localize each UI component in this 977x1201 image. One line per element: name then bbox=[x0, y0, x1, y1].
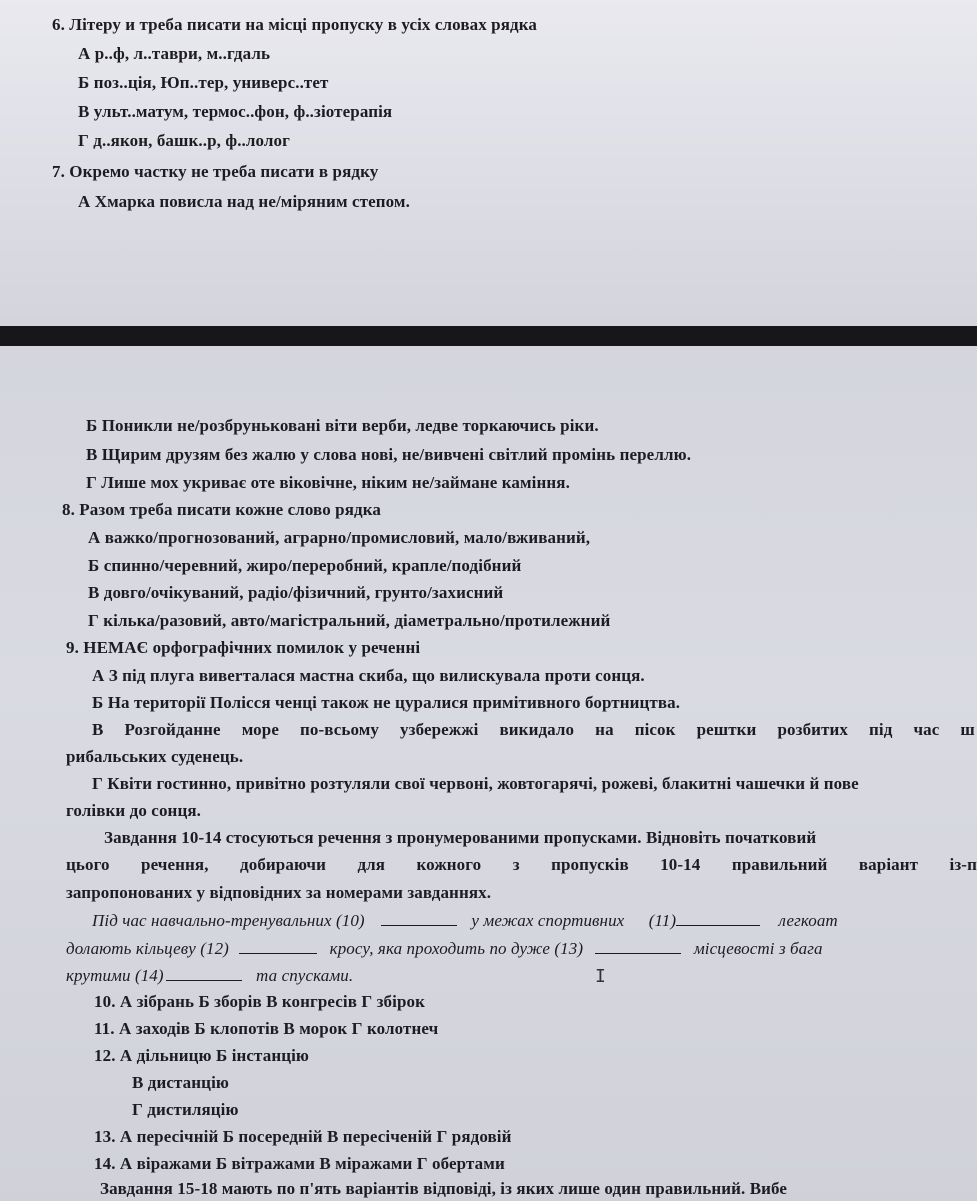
q9-word: час bbox=[913, 720, 940, 739]
upper-screen-region bbox=[0, 0, 977, 326]
q6-option-g: Г д..якон, башк..р, ф..лолог bbox=[78, 131, 290, 150]
q9-word: на bbox=[595, 720, 614, 739]
q9-word: узбережжі bbox=[400, 720, 479, 739]
answer-12: 12. А дільницю Б інстанцію bbox=[94, 1046, 310, 1065]
task-instruction-line2 bbox=[66, 853, 977, 877]
footer-instruction: Завдання 15-18 мають по п'ять варіантів відповіді, із яких лише один правильний. Вибе bbox=[100, 1179, 788, 1198]
q9-option-b: Б На території Полісся ченці також не цуралися примітивного бортництва. bbox=[92, 693, 681, 712]
sentence-fragment: у межах спортивних bbox=[471, 911, 625, 930]
blank-13 bbox=[595, 937, 681, 954]
q9-word: по-всьому bbox=[299, 720, 380, 739]
sentence-fragment: та спусками. bbox=[256, 966, 354, 985]
q8-option-g: Г кілька/разовий, авто/магістральний, діаметрально/протилежний bbox=[88, 611, 611, 630]
answer-10: 10. А зібрань Б зборів В конгресів Г збірок bbox=[94, 992, 426, 1011]
task-word: правильний bbox=[731, 855, 828, 874]
task-word: 10-14 bbox=[660, 855, 701, 874]
task-instruction-line1: Завдання 10-14 стосуються речення з пронумерованими пропусками. Відновіть початковий bbox=[104, 828, 817, 847]
screen-divider-band bbox=[0, 326, 977, 346]
sentence-fragment: крутими (14) bbox=[66, 966, 164, 985]
q9-option-v-cont: рибальських суденець. bbox=[66, 747, 244, 766]
task-word: кожного bbox=[416, 855, 482, 874]
sentence-fragment: (11) bbox=[648, 911, 677, 930]
answer-11: 11. А заходів Б клопотів В морок Г колотнеч bbox=[94, 1019, 439, 1038]
q8-title: 8. Разом треба писати кожне слово рядка bbox=[62, 500, 381, 519]
q8-option-b: Б спинно/черевний, жиро/переробний, крапле/подібний bbox=[88, 556, 522, 575]
q9-word: викидало bbox=[499, 720, 575, 739]
q6-option-a: А р..ф, л..таври, м..гдаль bbox=[78, 44, 271, 63]
answer-12-v: В дистанцію bbox=[132, 1073, 229, 1092]
q6-option-b: Б поз..ція, Юп..тер, универс..тет bbox=[78, 73, 329, 92]
q7-option-a: А Хмарка повисла над не/міряним степом. bbox=[78, 192, 410, 211]
task-word: варіант bbox=[858, 855, 919, 874]
q7-title: 7. Окремо частку не треба писати в рядку bbox=[52, 162, 379, 181]
q9-word: пісок bbox=[634, 720, 676, 739]
blank-12 bbox=[239, 937, 317, 954]
blank-10 bbox=[381, 909, 457, 926]
q8-option-v: В довго/очікуваний, радіо/фізичний, грунто/захисний bbox=[88, 583, 504, 602]
q9-option-v bbox=[92, 718, 975, 742]
sentence-fragment: кросу, яка проходить по дуже (13) bbox=[329, 939, 584, 958]
q7-option-b: Б Поникли не/розбруньковані віти верби, ледве торкаючись ріки. bbox=[86, 416, 599, 435]
sentence-fragment: Під час навчально-тренувальних (10) bbox=[92, 911, 365, 930]
q6-title: 6. Літеру и треба писати на місці пропуску в усіх словах рядка bbox=[52, 15, 537, 34]
sentence-line3 bbox=[66, 964, 353, 988]
q9-word: В bbox=[92, 720, 104, 739]
sentence-line2 bbox=[66, 937, 823, 961]
task-word: речення, bbox=[141, 855, 209, 874]
blank-14 bbox=[166, 964, 242, 981]
task-word: із-п bbox=[949, 855, 977, 874]
q7-option-v: В Щирим друзям без жалю у слова нові, не/вивчені світлий промінь переллю. bbox=[86, 445, 692, 464]
sentence-line1 bbox=[92, 909, 838, 933]
task-word: з bbox=[512, 855, 520, 874]
sentence-fragment: легкоат bbox=[778, 911, 838, 930]
sentence-fragment: місцевості з бага bbox=[693, 939, 823, 958]
q9-word: під bbox=[869, 720, 893, 739]
q9-option-a: А З під плуга вивerталася мастна скиба, що вилискувала проти сонця. bbox=[92, 666, 645, 685]
blank-11 bbox=[676, 909, 760, 926]
task-word: добираючи bbox=[240, 855, 326, 874]
sentence-fragment: долають кільцеву (12) bbox=[66, 939, 229, 958]
task-word: пропусків bbox=[551, 855, 629, 874]
answer-13: 13. А пересічній Б посередній В пересіченій Г рядовій bbox=[94, 1127, 512, 1146]
q9-word: розбитих bbox=[777, 720, 849, 739]
q9-word: море bbox=[241, 720, 279, 739]
task-word: для bbox=[357, 855, 386, 874]
q8-option-a: А важко/прогнозований, аграрно/промисловий, мало/вживаний, bbox=[88, 528, 591, 547]
q9-word: Розгойданне bbox=[124, 720, 221, 739]
task-word: цього bbox=[66, 855, 110, 874]
q9-word: рештки bbox=[696, 720, 757, 739]
q7-option-g: Г Лише мох укриває оте віковічне, ніким не/займане каміння. bbox=[86, 473, 570, 492]
q9-title: 9. НЕМАЄ орфографічних помилок у реченні bbox=[66, 638, 421, 657]
q6-option-v: В ульт..матум, термос..фон, ф..зіотерапія bbox=[78, 102, 393, 121]
task-instruction-line3: запропонованих у відповідних за номерами завданнях. bbox=[66, 883, 492, 902]
text-cursor-icon: I bbox=[595, 966, 606, 987]
answer-14: 14. А віражами Б вітражами В міражами Г обертами bbox=[94, 1154, 505, 1173]
answer-12-g: Г дистиляцію bbox=[132, 1100, 239, 1119]
q9-option-g: Г Квіти гостинно, привітно розтуляли свої червоні, жовтогарячі, рожеві, блакитні чашечки й пове bbox=[92, 774, 859, 793]
q9-option-g-cont: голівки до сонця. bbox=[66, 801, 201, 820]
q9-word: ш bbox=[960, 720, 975, 739]
